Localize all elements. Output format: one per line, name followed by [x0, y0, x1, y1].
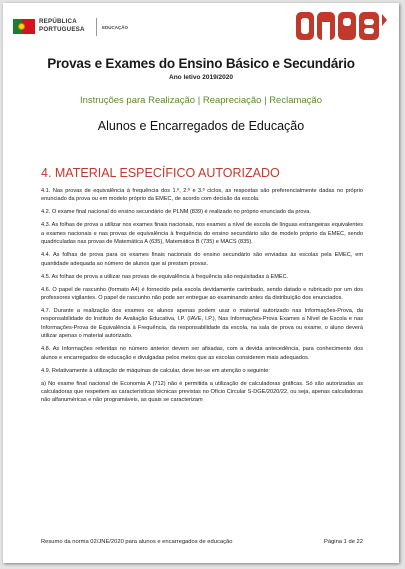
- document-subheading: Instruções para Realização | Reapreciação | Reclamação: [79, 95, 323, 106]
- paragraph-4-8: 4.8. As Informações referidas no número anterior devem ser afixadas, com a devida antecedência, para conhecimento dos alunos e encarregados de educação e divulgadas pelos meios que as escolas considerem mais adequados.: [41, 346, 363, 361]
- section-body: [41, 187, 363, 409]
- school-year: Ano letivo 2019/2020: [169, 74, 233, 81]
- paragraph-4-1: 4.1. Nas provas de equivalência à frequência dos 1.º, 2.º e 3.º ciclos, as respostas são preferencialmente dadas no próprio enunciado da prova ou em modelo próprio da EMEC, de acordo com decisão da escola.: [41, 188, 363, 203]
- portugal-flag-icon: [13, 19, 35, 34]
- paragraph-4-3: 4.3. As folhas de prova a utilizar nos exames finais nacionais, nos exames a nível de escola de línguas estrangeiras equivalentes a exames nacionais e nas provas de equivalência à frequência do ensino secundário são de modelo próprio da EMEC, sendo quadriculadas nas provas de Matemática A (635), Matemática B (735) e MACS (835).: [41, 222, 363, 246]
- paragraph-4-4: 4.4. As folhas de prova para os exames finais nacionais do ensino secundário são enviadas às escolas pela EMEC, em quantidade adequada ao número de alunos que aí prestam provas.: [41, 252, 363, 267]
- logo-divider: [96, 18, 97, 36]
- republic-label: REPÚBLICA PORTUGUESA: [39, 18, 85, 33]
- document-title: Provas e Exames do Ensino Básico e Secundário: [47, 56, 355, 71]
- paragraph-4-9: 4.9. Relativamente à utilização de máquinas de calcular, deve ter-se em atenção o seguinte:: [41, 367, 270, 374]
- paragraph-4-6: 4.6. O papel de rascunho (formato A4) é fornecido pela escola devidamente carimbado, sendo datado e rubricado por um dos professores vigilantes. O papel de rascunho não pode ser entregue ao examinando antes da distribuição dos enunciados.: [41, 286, 363, 302]
- ministry-label: EDUCAÇÃO: [102, 25, 129, 30]
- document-page: [3, 3, 399, 563]
- page-footer: [41, 539, 363, 545]
- jne-logo: [294, 10, 389, 52]
- paragraph-4-9-a: a) No exame final nacional de Economia A (712) não é permitida a utilização de calculadoras gráficas. Só são autorizadas as calculadoras que respeitem as características técnicas previstas no Ofício Circular S-DGE/2020/22, ou seja, apenas calculadoras não alfanuméricas e não programáveis, as quais se caracterizam: [41, 380, 363, 404]
- footer-summary: Resumo da norma 02/JNE/2020 para alunos e encarregados de educação: [41, 539, 233, 545]
- section-title: 4. MATERIAL ESPECÍFICO AUTORIZADO: [41, 166, 280, 180]
- page-number: Página 1 de 22: [323, 539, 363, 545]
- paragraph-4-7: 4.7. Durante a realização dos exames os alunos apenas podem usar o material autorizado nas Informações-Prova, da responsabilidade do Instituto de Avaliação Educativa, I.P. (IAVE, I.P.), Nas Informações-Prova Exames a Nível de Escola e nas Informações-Prova de Equivalência à Frequência, da responsabilidade da escola, na sala de prova ou exame, o aluno deverá utilizar apenas o material autorizado.: [41, 308, 363, 340]
- audience-heading: Alunos e Encarregados de Educação: [97, 119, 305, 133]
- paragraph-4-2: 4.2. O exame final nacional do ensino secundário de PLNM (839) é realizado no próprio enunciado da prova.: [41, 209, 311, 216]
- paragraph-4-5: 4.5. As folhas de prova a utilizar nas provas de equivalência à frequência são requisitadas à EMEC.: [41, 273, 289, 280]
- republica-portuguesa-logo: [13, 13, 173, 49]
- jne-emblem-icon: [294, 10, 389, 52]
